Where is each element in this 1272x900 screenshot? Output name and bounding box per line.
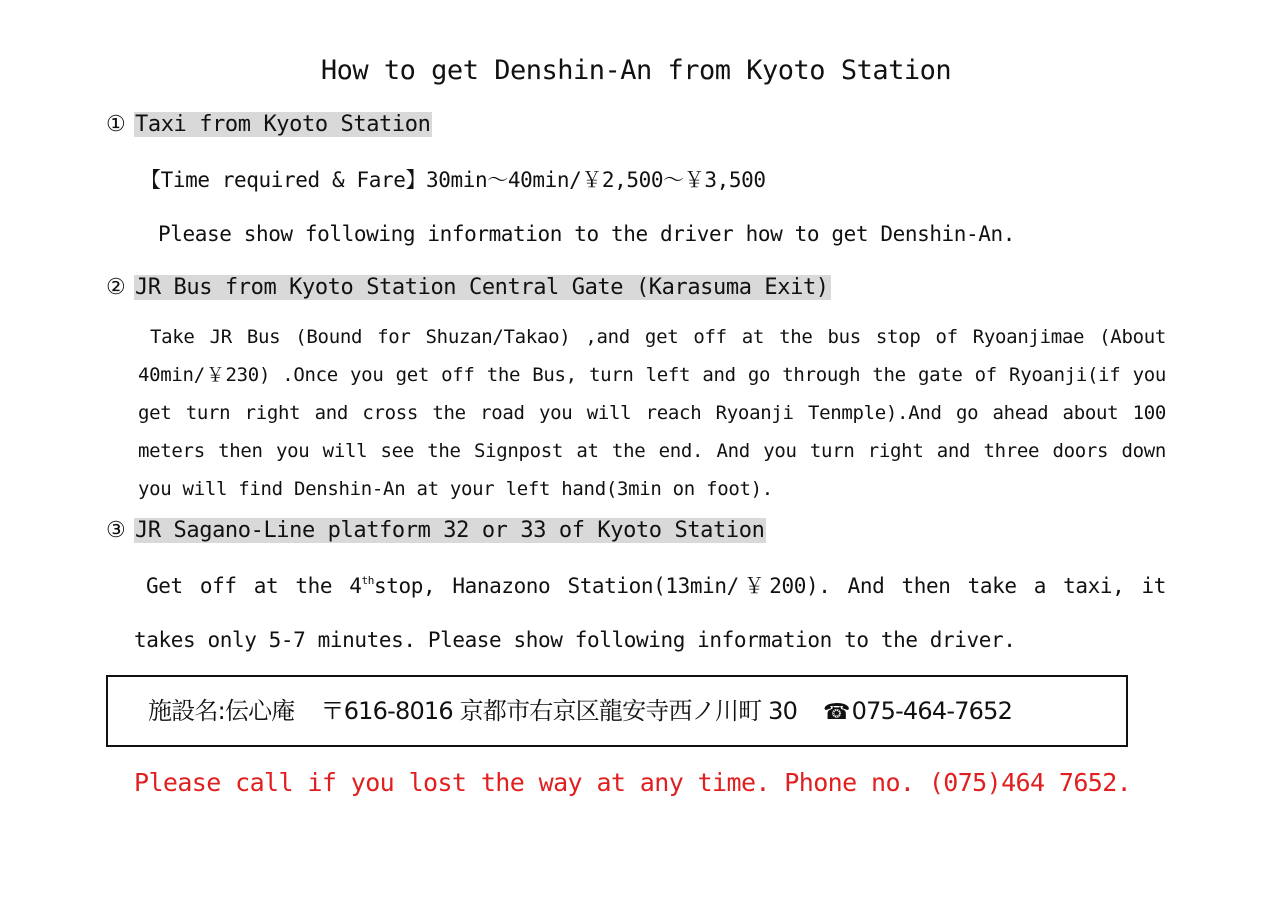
section-2-title: JR Bus from Kyoto Station Central Gate (Karasuma Exit): [135, 275, 829, 300]
postal-address: 〒616-8016 京都市右京区龍安寺西ノ川町 30: [320, 697, 798, 725]
facility-name: 施設名:伝心庵: [148, 697, 295, 725]
section-3-number: ③: [106, 518, 126, 543]
section-3-body-end: stop, Hanazono Station(13min/￥200). And then take a taxi, it takes only 5-7 minutes. Please show following information to the driver.: [134, 574, 1166, 652]
section-1-heading: [106, 110, 432, 140]
telephone-icon: ☎: [823, 700, 850, 725]
page-title: How to get Denshin-An from Kyoto Station: [320, 55, 952, 86]
section-2-number: ②: [106, 275, 126, 300]
section-3-heading: [106, 516, 766, 546]
section-1-number: ①: [106, 112, 126, 137]
section-1-time-fare: 【Time required & Fare】30min～40min/￥2,500～￥3,500: [140, 168, 766, 192]
phone-number: 075-464-7652: [851, 697, 1013, 725]
section-2-body: Take JR Bus (Bound for Shuzan/Takao) ,and get off at the bus stop of Ryoanjimae (About 40min/￥230) .Once you get off the Bus, turn left and go through the gate of Ryoanji(if you get turn right and cross the road you will reach Ryoanji Tenmple).And go ahead about 100 meters then you will see the Signpost at the end. And you turn right and three doors down you will find Denshin-An at your left hand(3min on foot).: [138, 326, 1166, 500]
section-3-body-start: Get off at the 4: [146, 574, 362, 598]
section-3-title: JR Sagano-Line platform 32 or 33 of Kyoto Station: [135, 518, 765, 543]
section-1-instruction: Please show following information to the driver how to get Denshin-An.: [158, 222, 1016, 246]
section-2-heading: [106, 273, 831, 303]
section-1-title: Taxi from Kyoto Station: [135, 112, 431, 137]
lost-way-notice: Please call if you lost the way at any time. Phone no. (075)464 7652.: [134, 768, 1132, 797]
address-box: [106, 675, 1128, 747]
section-3-body: [134, 559, 1166, 667]
section-3-ordinal-suffix: th: [361, 574, 374, 587]
